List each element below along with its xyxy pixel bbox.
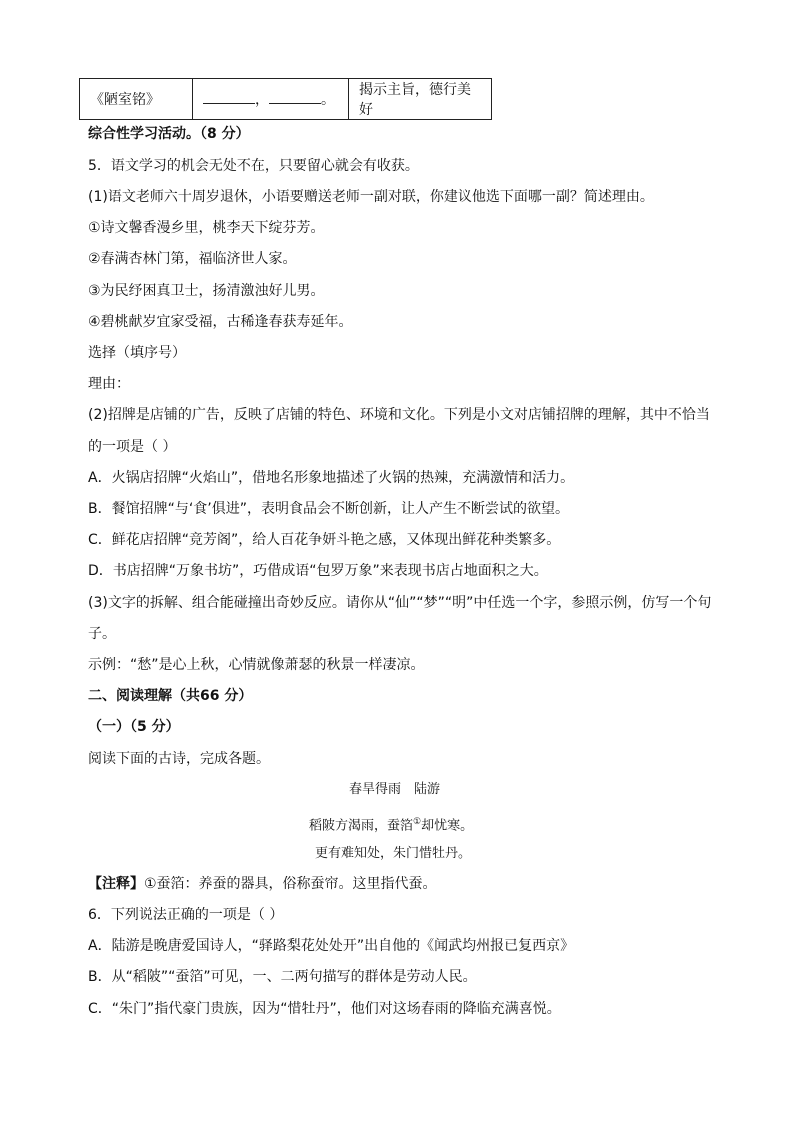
poem-line-1-b: 却忧寒。 [421,818,474,834]
q5-part2-line1: (2)招牌是店铺的广告，反映了店铺的特色、环境和文化。下列是小文对店铺招牌的理解，其中不恰当 [88,407,710,423]
q5-part2-line2: 的一项是（ ） [88,439,177,455]
annotation-text: ①蚕箔：养蚕的器具，俗称蚕帘。这里指代蚕。 [144,876,437,892]
q5-stem: 5．语文学习的机会无处不在，只要留心就会有收获。 [88,158,419,174]
choice-b: B．餐馆招牌“与‘食’俱进”，表明食品会不断创新，让人产生不断尝试的欲望。 [88,501,570,517]
q5-part1: (1)语文老师六十周岁退休，小语要赠送老师一副对联，你建议他选下面哪一副？简述理由。 [88,189,654,205]
option-2: ②春满杏林门第，福临济世人家。 [88,251,297,267]
option-3: ③为民纾困真卫士，扬清激浊好儿男。 [88,283,325,299]
poem-line-1 [309,813,473,835]
annotation [88,874,437,894]
table-row [80,79,492,120]
q5-part3-line1: (3)文字的拆解、组合能碰撞出奇妙反应。请你从“仙”“梦”“明”中任选一个字，参照示例，仿写一个句 [88,595,712,611]
table-cell-purpose: 揭示主旨，德行美好 [349,79,492,120]
annotation-label: 【注释】 [88,876,144,892]
footnote-mark: ① [413,817,422,827]
instruction-text: 阅读下面的古诗，完成各题。 [88,751,270,767]
choice-a: A．火锅店招牌“火焰山”，借地名形象地描述了火锅的热辣，充满激情和活力。 [88,470,575,486]
q6-choice-c: C．“朱门”指代豪门贵族，因为“惜牡丹”，他们对这场春雨的降临充满喜悦。 [88,1001,561,1017]
choose-label: 选择（填序号） [88,345,186,361]
section-heading-reading: 二、阅读理解（共66 分） [88,688,253,704]
example-text: 示例：“愁”是心上秋，心情就像萧瑟的秋景一样凄凉。 [88,657,425,673]
fill-blank-2[interactable] [269,89,321,104]
blank-end: 。 [321,92,335,108]
fill-blank-1[interactable] [203,89,255,104]
poem-title: 春旱得雨 陆游 [349,782,441,797]
option-1: ①诗文馨香漫乡里，桃李天下绽芬芳。 [88,220,325,236]
poem-line-2: 更有难知处，朱门惜牡丹。 [315,846,472,861]
choice-c: C．鲜花店招牌“竞芳阁”，给人百花争妍斗艳之感，又体现出鲜花种类繁多。 [88,532,561,548]
blank-separator: ， [255,92,269,108]
q6-stem: 6．下列说法正确的一项是（ ） [88,907,284,923]
choice-d: D．书店招牌“万象书坊”，巧借成语“包罗万象”来表现书店占地面积之大。 [88,563,548,579]
table-cell-blanks[interactable] [193,79,349,120]
poem-line-1-a: 稻陂方渴雨，蚕箔 [309,818,414,834]
q5-part3-line2: 子。 [88,626,116,642]
subsection-heading: （一）（5 分） [88,719,180,735]
option-4: ④碧桃献岁宜家受福，古稀逢春获寿延年。 [88,314,353,330]
table-cell-title: 《陋室铭》 [80,79,193,120]
q6-choice-a: A．陆游是晚唐爱国诗人，“驿路梨花处处开”出自他的《闻武均州报已复西京》 [88,938,575,954]
reason-label: 理由： [88,376,130,392]
answer-table [79,78,492,120]
section-heading-activity: 综合性学习活动。（8 分） [88,126,250,142]
q6-choice-b: B．从“稻陂”“蚕箔”可见，一、二两句描写的群体是劳动人民。 [88,969,477,985]
